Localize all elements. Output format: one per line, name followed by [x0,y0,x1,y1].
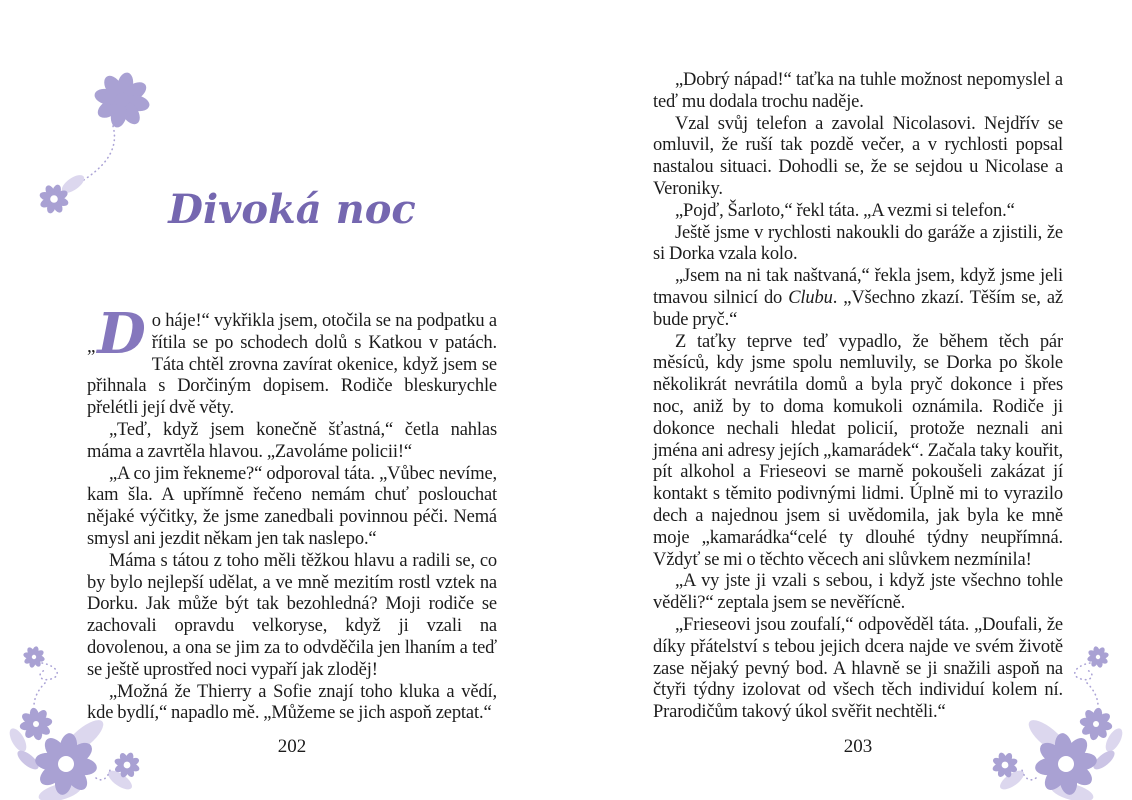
left-page-text [87,301,497,725]
paragraph: „Dobrý nápad!“ taťka na tuhle možnost nepomyslel a teď mu dodala trochu naděje. [653,70,1063,112]
paragraph: „Teď, když jsem konečně šťastná,“ četla nahlas máma a zavrtěla hlavou. „Zavoláme policii!“ [87,419,497,462]
paragraph: „A co jim řekneme?“ odporoval táta. „Vůbec nevíme, kam šla. A upřímně řečeno nemám chuť poslouchat nějaké výčitky, že jsme zanedbali povinnou péči. Nemá smysl ani jezdit někam jen tak naslepo.“ [87,463,497,549]
right-page-number: 203 [843,736,873,757]
paragraph: Vzal svůj telefon a zavolal Nicolasovi. Nejdřív se omluvil, že ruší tak pozdě večer, a v rychlosti popsal nastalou situaci. Dohodli se, že se sejdou u Nicolase a Veroniky. [653,113,1063,199]
paragraph-text: . „Všechno zkazí. Těším se, až bude pryč.“ [653,287,1063,330]
paragraph [653,266,1063,331]
paragraph: „A vy jste ji vzali s sebou, i když jste všechno tohle věděli?“ zeptala jsem se nevěřícně. [653,571,1063,614]
paragraph [87,301,497,420]
paragraph: „Frieseovi jsou zoufalí,“ odpověděl táta. „Doufali, že díky přátelství s tebou jejich dcera najde ve svém životě zase nějaký pevný bod. A hlavně se ji snažili aspoň na čtyři týdny izolovat od všech těch individuí kolem ní. Prarodičům takový úkol svěřit nechtěli.“ [653,614,1063,723]
right-page-text [653,70,1063,724]
paragraph: Máma s tátou z toho měli těžkou hlavu a radili se, co by bylo nejlepší udělat, a ve mně mezitím rostl vztek na Dorku. Jak může být tak bezohledná? Moji rodiče se zachovali opravdu velkoryse, když ji vzali na dovolenou, a ona se jim za to odvděčila jen lhaním a teď se ještě uprostřed noci vypaří jak zloděj! [87,550,497,680]
drop-cap-letter: D [97,301,146,367]
paragraph-text: o háje!“ vykřikla jsem, otočila se na podpatku a řítila se po schodech dolů s Katkou v patách. Táta chtěl zrovna zavírat okenice, když jsem se přihnala s Dorčiným dopisem. Rodiče bleskurychle přelétli její dvě věty. [87,311,497,419]
opening-quote: „ [87,336,96,357]
chapter-title: Divoká noc [168,186,416,233]
drop-cap [87,301,146,367]
paragraph: „Možná že Thierry a Sofie znají toho kluka a vědí, kde bydlí,“ napadlo mě. „Můžeme se jich aspoň zeptat.“ [87,681,497,724]
paragraph: Z taťky teprve teď vypadlo, že během těch pár měsíců, kdy jsme spolu nemluvily, se Dorka po škole několikrát nevrátila domů a byla pryč dokonce i přes noc, aniž by to doma komukoli oznámila. Rodiče ji dokonce nechali hledat policií, protože neznali ani jména ani adresy jejích „kamarádek“. Začala taky kouřit, pít alkohol a Frieseovi se marně pokoušeli zakázat jí kontakt s těmito podivnými lidmi. Úplně mi to vyrazilo dech a najednou jsem si uvědomila, jak byla ke mně moje „kamarádka“celé ty dlouhé týdny neupřímná. Vždyť se mi o těchto věcech ani slůvkem nezmínila! [653,331,1063,570]
paragraph-text: „Jsem na ni tak naštvaná,“ řekla jsem, když jsme jeli tmavou silnicí do [653,266,1063,308]
left-page-number: 202 [277,736,307,757]
paragraph: „Pojď, Šarloto,“ řekl táta. „A vezmi si telefon.“ [675,200,1015,221]
italic-club-word: Clubu [788,287,833,308]
paragraph: Ještě jsme v rychlosti nakoukli do garáže a zjistili, že si Dorka vzala kolo. [653,222,1063,265]
